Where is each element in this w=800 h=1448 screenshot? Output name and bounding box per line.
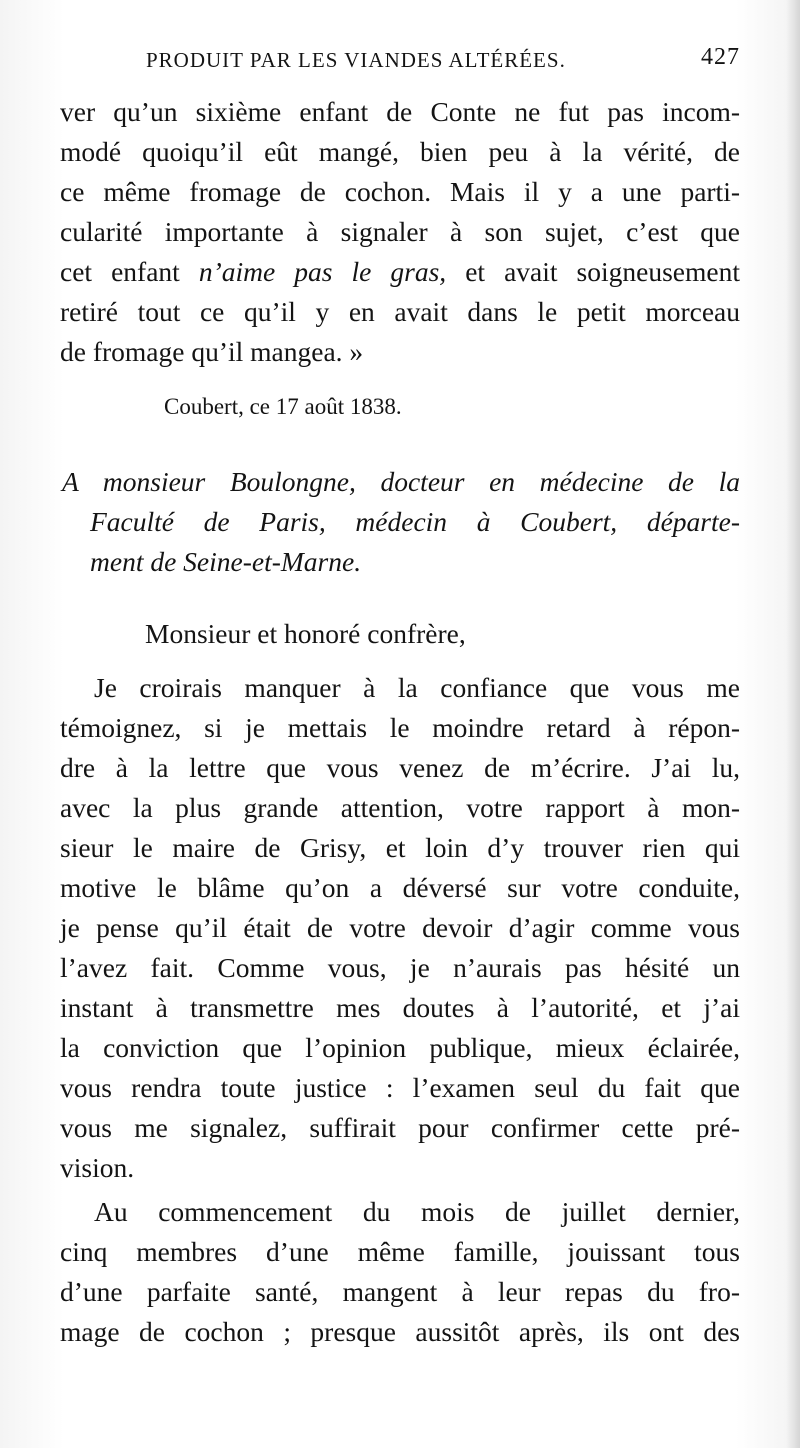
text-line: vous me signalez, suffirait pour confirmer cette pré- [60,1112,740,1143]
addressee-line: Faculté de Paris, médecin à Coubert, départe- [90,506,740,537]
text-line: Au commencement du mois de juillet dernier, [94,1196,740,1227]
addressee-line: A monsieur Boulongne, docteur en médecine de la [62,466,740,497]
text-line: avec la plus grande attention, votre rapport à mon- [60,792,740,823]
text-line: dre à la lettre que vous venez de m’écrire. J’ai lu, [60,752,740,783]
page-edge-shadow [786,0,800,1448]
addressee-line: ment de Seine-et-Marne. [90,546,362,577]
text-fragment: et avait soigneusement [446,256,740,287]
text-line: sieur le maire de Grisy, et loin d’y trouver rien qui [60,832,740,863]
text-line: de fromage qu’il mangea. » [60,336,364,367]
salutation: Monsieur et honoré confrère, [145,618,466,649]
text-line [60,252,740,292]
text-line: mage de cochon ; presque aussitôt après, ils ont des [60,1316,740,1347]
running-title: PRODUIT PAR LES VIANDES ALTÉRÉES. [146,48,566,72]
emphasis-text: n’aime pas le gras, [198,256,447,287]
text-line: cinq membres d’une même famille, jouissant tous [60,1236,740,1267]
signature-line: Coubert, ce 17 août 1838. [164,394,402,419]
text-line: je pense qu’il était de votre devoir d’agir comme vous [60,912,740,943]
text-line: retiré tout ce qu’il y en avait dans le petit morceau [60,296,740,327]
page-number: 427 [701,44,740,70]
text-line: la conviction que l’opinion publique, mieux éclairée, [60,1032,740,1063]
text-line: instant à transmettre mes doutes à l’autorité, et j’ai [60,992,740,1023]
text-line: cularité importante à signaler à son sujet, c’est que [60,216,740,247]
text-line: vision. [60,1152,135,1183]
text-line: vous rendra toute justice : l’examen seul du fait que [60,1072,740,1103]
text-line: modé quoiqu’il eût mangé, bien peu à la vérité, de [60,136,740,167]
text-line: motive le blâme qu’on a déversé sur votre conduite, [60,872,740,903]
text-line: Je croirais manquer à la confiance que vous me [94,672,740,703]
text-fragment: cet enfant [60,256,199,287]
text-line: ce même fromage de cochon. Mais il y a une parti- [60,176,740,207]
text-line: l’avez fait. Comme vous, je n’aurais pas hésité un [60,952,740,983]
text-line: ver qu’un sixième enfant de Conte ne fut pas incom- [60,96,740,127]
page-header [60,44,740,78]
text-line: d’une parfaite santé, mangent à leur repas du fro- [60,1276,740,1307]
text-line: témoignez, si je mettais le moindre retard à répon- [60,712,740,743]
